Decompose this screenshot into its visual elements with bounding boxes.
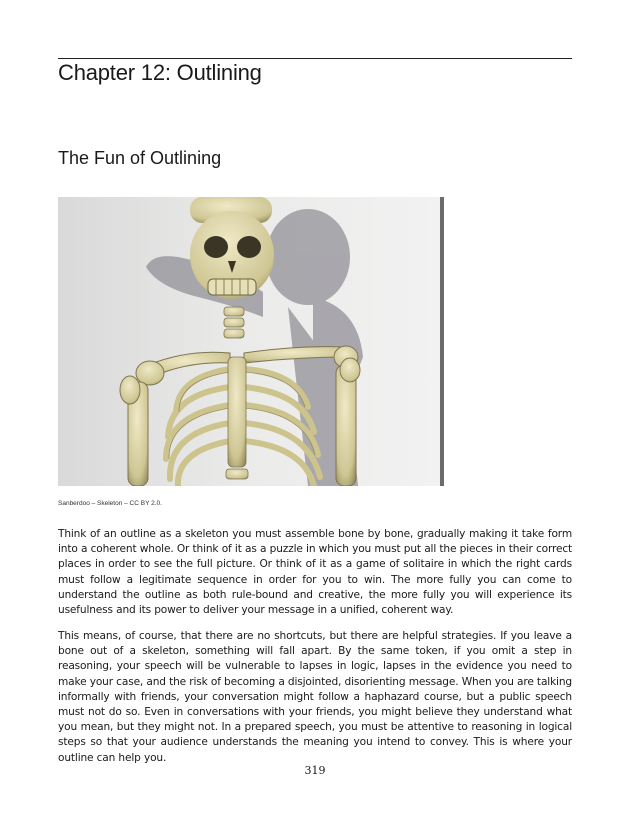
body-paragraph-1: Think of an outline as a skeleton you must assemble bone by bone, gradually making it take form into a coherent whole. Or think of it as a puzzle in which you must put all the pieces in their correct places in order to see the full picture. Or think of it as a game of solitaire in which the right cards must follow a legitimate sequence in order for you to win. The more fully you can come to understand the outline as both rule-bound and creative, the more fully you will experience its usefulness and its power to deliver your message in a unified, coherent way.: [58, 528, 572, 617]
body-paragraph-2: This means, of course, that there are no shortcuts, but there are helpful strategies. If you leave a bone out of a skeleton, something will fall apart. By the same token, if you omit a step in reasoning, your speech will be vulnerable to lapses in logic, lapses in the evidence you need to make your case, and the risk of becoming a disjointed, disorienting message. When you are talking informally with friends, your conversation might follow a haphazard course, but a public speech must not do so. Even in conversations with your friends, you might believe they understand what you mean, but they might not. In a prepared speech, you must be attentive to reasoning in logical steps so that your audience understands the meaning you intend to convey. This is where your outline can help you.: [58, 630, 572, 764]
section-title: The Fun of Outlining: [58, 148, 222, 168]
skeleton-photo: [58, 197, 444, 486]
skull-shape: [190, 197, 274, 299]
header-rule: [58, 58, 572, 59]
skeleton-illustration: [58, 197, 444, 486]
chapter-title: Chapter 12: Outlining: [58, 60, 262, 85]
figure-caption: Sanberdoo – Skeleton – CC BY 2.0.: [58, 500, 162, 507]
page-number: 319: [304, 764, 326, 777]
